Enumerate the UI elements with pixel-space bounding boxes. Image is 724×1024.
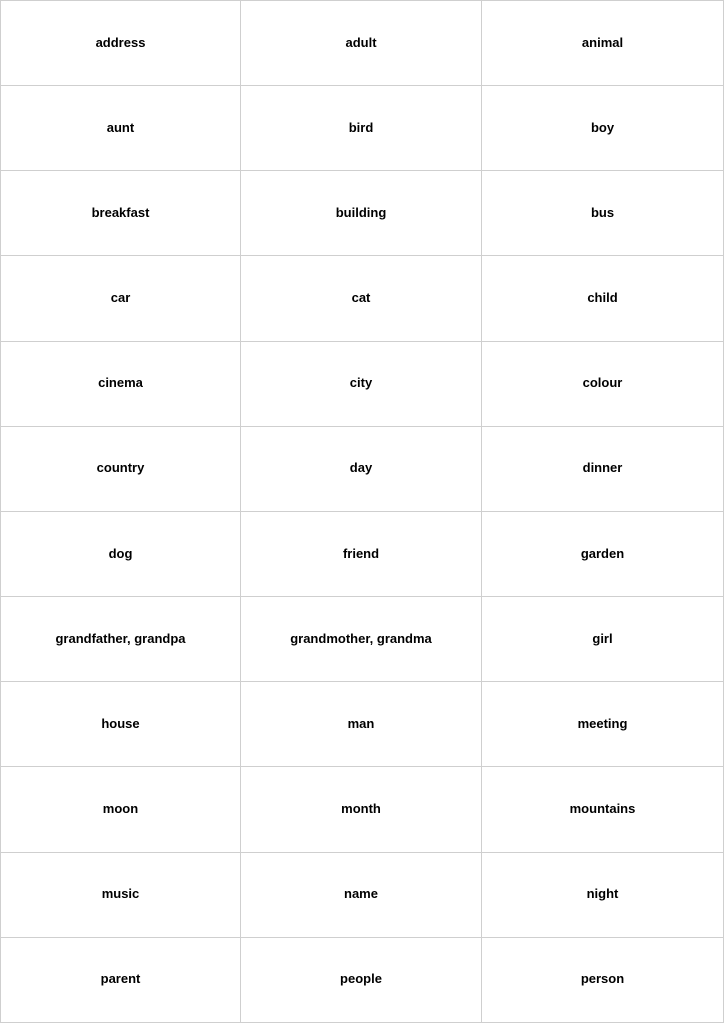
word-label: bus (590, 204, 615, 220)
word-label: moon (102, 800, 139, 816)
word-label: meeting (577, 715, 628, 731)
word-card (482, 171, 724, 256)
word-label: building (335, 204, 387, 220)
word-label: person (580, 971, 625, 987)
word-card (1, 767, 241, 852)
word-label: aunt (106, 119, 135, 135)
word-label: month (341, 800, 381, 816)
word-card (241, 853, 482, 938)
word-label: grandfather, grandpa (55, 630, 186, 646)
word-label: animal (581, 34, 624, 50)
word-card (482, 427, 724, 512)
word-label: cat (351, 290, 371, 306)
word-card (241, 427, 482, 512)
word-label: parent (100, 971, 141, 987)
word-label: friend (342, 545, 380, 561)
word-card (1, 86, 241, 171)
word-label: adult (345, 34, 377, 50)
word-card (1, 512, 241, 597)
word-card (1, 938, 241, 1023)
word-card (1, 342, 241, 427)
word-card (1, 1, 241, 86)
word-label: night (586, 886, 619, 902)
word-label: garden (580, 545, 625, 561)
word-card (482, 682, 724, 767)
word-label: people (340, 971, 382, 987)
word-card (482, 86, 724, 171)
word-label: grandmother, grandma (290, 630, 432, 646)
word-card (241, 512, 482, 597)
word-label: day (349, 460, 373, 476)
word-card (241, 1, 482, 86)
word-label: cinema (98, 375, 143, 391)
word-label: dinner (582, 460, 623, 476)
word-card (482, 597, 724, 682)
word-card (482, 256, 724, 341)
word-card (482, 767, 724, 852)
word-card (482, 512, 724, 597)
word-card (482, 853, 724, 938)
word-card (241, 767, 482, 852)
word-card (241, 86, 482, 171)
word-card (1, 853, 241, 938)
word-card (241, 597, 482, 682)
word-card (241, 256, 482, 341)
word-label: dog (108, 545, 133, 561)
word-card (1, 682, 241, 767)
word-label: girl (592, 630, 613, 646)
word-label: name (344, 886, 378, 902)
word-card (241, 682, 482, 767)
word-label: child (587, 290, 618, 306)
word-card (1, 427, 241, 512)
word-card (1, 597, 241, 682)
word-label: address (95, 34, 146, 50)
word-label: breakfast (91, 204, 150, 220)
word-label: mountains (569, 800, 636, 816)
word-card (1, 171, 241, 256)
word-label: man (347, 715, 375, 731)
word-label: bird (348, 119, 374, 135)
word-label: country (96, 460, 145, 476)
word-label: boy (590, 119, 615, 135)
word-label: house (101, 715, 140, 731)
word-label: music (101, 886, 140, 902)
word-card (1, 256, 241, 341)
word-label: car (110, 290, 131, 306)
word-card (482, 342, 724, 427)
word-card (241, 342, 482, 427)
word-label: colour (582, 375, 623, 391)
word-card (482, 938, 724, 1023)
word-card (241, 171, 482, 256)
word-card (241, 938, 482, 1023)
word-card (482, 1, 724, 86)
word-label: city (349, 375, 373, 391)
